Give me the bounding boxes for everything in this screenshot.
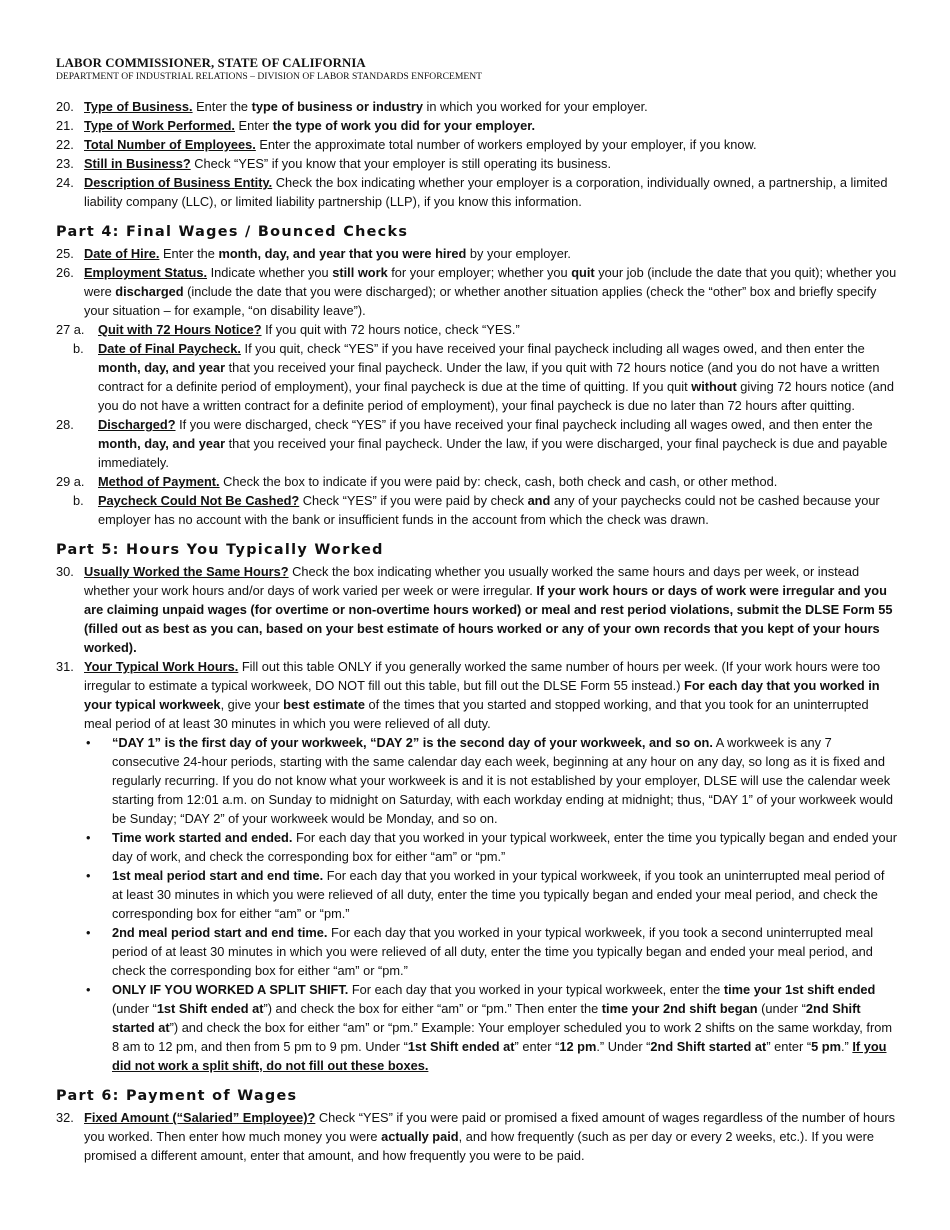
bullet-marker: •	[86, 830, 91, 845]
part-4-heading: Part 4: Final Wages / Bounced Checks	[56, 224, 409, 240]
item-label: Paycheck Could Not Be Cashed?	[98, 493, 300, 508]
instructions-body	[56, 97, 898, 1165]
item-27b: b. Date of Final Paycheck. If you quit, check “YES” if you have received your final paycheck including all wages owed, and then enter the month, day, and year that you received your final paycheck. Under the law, if you quit with 72 hours notice (and you do not have a written contract for a definite period of employment), your final paycheck is due at the time of quitting. If you quit without giving 72 hours notice (and you do not have a written contract for a definite period of employment), your final paycheck is due no later than 72 hours after quitting.	[73, 341, 894, 413]
bullet-split-shift: • ONLY IF YOU WORKED A SPLIT SHIFT. For each day that you worked in your typical workweek, enter the time your 1st shift ended (under “1st Shift ended at”) and check the box for either “am” or “pm.” Then enter the time your 2nd shift began (under “2nd Shift started at”) and check the box for either “am” or “pm.” Example: Your employer scheduled you to work 2 shifts on the same workday, from 8 am to 12 pm, and then from 5 pm to 9 pm. Under “1st Shift ended at” enter “12 pm.” Under “2nd Shift started at” enter “5 pm.” If you did not work a split shift, do not fill out these boxes.	[86, 982, 893, 1073]
item-number: 25.	[56, 246, 74, 261]
item-label: Fixed Amount (“Salaried” Employee)?	[84, 1110, 316, 1125]
item-label: Employment Status.	[84, 265, 208, 280]
item-31: 31. Your Typical Work Hours. Fill out this table ONLY if you generally worked the same number of hours per week. (If your work hours were too irregular to estimate a typical workweek, DO NOT fill out this table, but fill out the DLSE Form 55 instead.) For each day that you worked in your typical workweek, give your best estimate of the times that you started and stopped working, and that you took for an uninterrupted meal period of at least 30 minutes in which you were relieved of all duty.	[56, 659, 881, 731]
bullet-first-meal: • 1st meal period start and end time. For each day that you worked in your typical workweek, if you took an uninterrupted meal period of at least 30 minutes in which you were relieved of all duty, enter the time you typically began and ended your meal period, and check the corresponding box for either “am” or “pm.”	[86, 868, 885, 921]
item-label: Still in Business?	[84, 156, 191, 171]
part-5-heading: Part 5: Hours You Typically Worked	[56, 542, 384, 558]
item-22: 22. Total Number of Employees. Enter the approximate total number of workers employed by your employer, if you know.	[56, 137, 757, 152]
item-number: 21.	[56, 118, 74, 133]
item-29a: 29 a. Method of Payment. Check the box to indicate if you were paid by: check, cash, both check and cash, or other method.	[56, 474, 778, 489]
item-label: Date of Hire.	[84, 246, 160, 261]
item-30: 30. Usually Worked the Same Hours? Check the box indicating whether you usually worked the same hours and days per week, or instead whether your work hours and/or days of work varied per week or were irregular. If your work hours or days of work were irregular and you are claiming unpaid wages (for overtime or non-overtime hours worked) or meal and rest period violations, submit the DLSE Form 55 (filled out as best as you can, based on your best estimate of hours worked or any of your own records that you kept of your hours worked).	[56, 564, 893, 655]
agency-subtitle: DEPARTMENT OF INDUSTRIAL RELATIONS – DIVISION OF LABOR STANDARDS ENFORCEMENT	[56, 71, 483, 82]
item-number: 22.	[56, 137, 74, 152]
bullet-second-meal: • 2nd meal period start and end time. For each day that you worked in your typical workweek, if you took a second uninterrupted meal period of at least 30 minutes in which you were relieved of all duty, enter the time you typically began and ended your meal period, and check the corresponding box for either “am” or “pm.”	[86, 925, 874, 978]
item-number: 24.	[56, 175, 74, 190]
item-25: 25. Date of Hire. Enter the month, day, and year that you were hired by your employer.	[56, 246, 571, 261]
item-29b: b. Paycheck Could Not Be Cashed? Check “YES” if you were paid by check and any of your paychecks could not be cashed because your employer has no account with the bank or insufficient funds in the account from which the check was drawn.	[73, 493, 880, 527]
part-6-heading: Part 6: Payment of Wages	[56, 1088, 298, 1104]
bullet-time-work: • Time work started and ended. For each day that you worked in your typical workweek, enter the time you typically began and ended your day of work, and check the corresponding box for either “am” or “pm.”	[86, 830, 898, 864]
item-label: Discharged?	[98, 417, 176, 432]
item-label: Type of Business.	[84, 99, 193, 114]
item-number: 32.	[56, 1110, 74, 1125]
agency-title: LABOR COMMISSIONER, STATE OF CALIFORNIA	[56, 56, 366, 70]
item-28: 28. Discharged? If you were discharged, check “YES” if you have received your final paycheck including all wages owed, and then enter the month, day, and year that you received your final paycheck. Under the law, if you were discharged, your final paycheck is due and payable immediately.	[56, 417, 888, 470]
bullet-marker: •	[86, 982, 91, 997]
item-32: 32. Fixed Amount (“Salaried” Employee)? Check “YES” if you were paid or promised a fixed amount of wages regardless of the number of hours you worked. Then enter how much money you were actually paid, and how frequently (such as per day or every 2 weeks, etc.). If you were promised a different amount, enter that amount, and how frequently you were to be paid.	[56, 1110, 896, 1163]
item-number: b.	[73, 493, 84, 508]
item-label: Your Typical Work Hours.	[84, 659, 239, 674]
item-number: 30.	[56, 564, 74, 579]
item-20: 20. Type of Business. Enter the type of business or industry in which you worked for your employer.	[56, 99, 648, 114]
item-26: 26. Employment Status. Indicate whether you still work for your employer; whether you quit your job (include the date that you quit); whether you were discharged (include the date that you were discharged); or whether another situation applies (check the “other” box and briefly specify your situation – for example, “on disability leave”).	[56, 265, 897, 318]
item-label: Date of Final Paycheck.	[98, 341, 241, 356]
bullet-marker: •	[86, 868, 91, 883]
item-21: 21. Type of Work Performed. Enter the type of work you did for your employer.	[56, 118, 536, 133]
item-number: b.	[73, 341, 84, 356]
item-label: Description of Business Entity.	[84, 175, 273, 190]
item-number: 29 a.	[56, 474, 85, 489]
item-number: 27 a.	[56, 322, 85, 337]
item-label: Quit with 72 Hours Notice?	[98, 322, 262, 337]
bullet-marker: •	[86, 925, 91, 940]
item-label: Total Number of Employees.	[84, 137, 256, 152]
item-label: Type of Work Performed.	[84, 118, 235, 133]
item-number: 26.	[56, 265, 74, 280]
item-label: Method of Payment.	[98, 474, 220, 489]
item-number: 28.	[56, 417, 74, 432]
item-number: 20.	[56, 99, 74, 114]
split-shift-warning: If you did not work a split shift, do not fill out these boxes.	[112, 1039, 887, 1073]
bullet-day-definition: • “DAY 1” is the first day of your workweek, “DAY 2” is the second day of your workweek, and so on. A workweek is any 7 consecutive 24-hour periods, starting with the same calendar day each week, beginning at any hour on any day, so long as it is fixed and regularly recurring. If you do not know what your workweek is and it is not established by your employer, DLSE will use the calendar week starting from 12:01 a.m. on Sunday to midnight on Saturday, with each workday ending at midnight; thus, “DAY 1” of your workweek would be Sunday; “DAY 2” of your workweek would be Monday, and so on.	[86, 735, 894, 826]
item-27a: 27 a. Quit with 72 Hours Notice? If you quit with 72 hours notice, check “YES.”	[56, 322, 520, 337]
item-number: 23.	[56, 156, 74, 171]
item-23: 23. Still in Business? Check “YES” if you know that your employer is still operating its business.	[56, 156, 612, 171]
item-label: Usually Worked the Same Hours?	[84, 564, 289, 579]
item-24: 24. Description of Business Entity. Check the box indicating whether your employer is a corporation, individually owned, a partnership, a limited liability company (LLC), or limited liability partnership (LLP), if you know this information.	[56, 175, 888, 209]
item-number: 31.	[56, 659, 74, 674]
bullet-marker: •	[86, 735, 91, 750]
